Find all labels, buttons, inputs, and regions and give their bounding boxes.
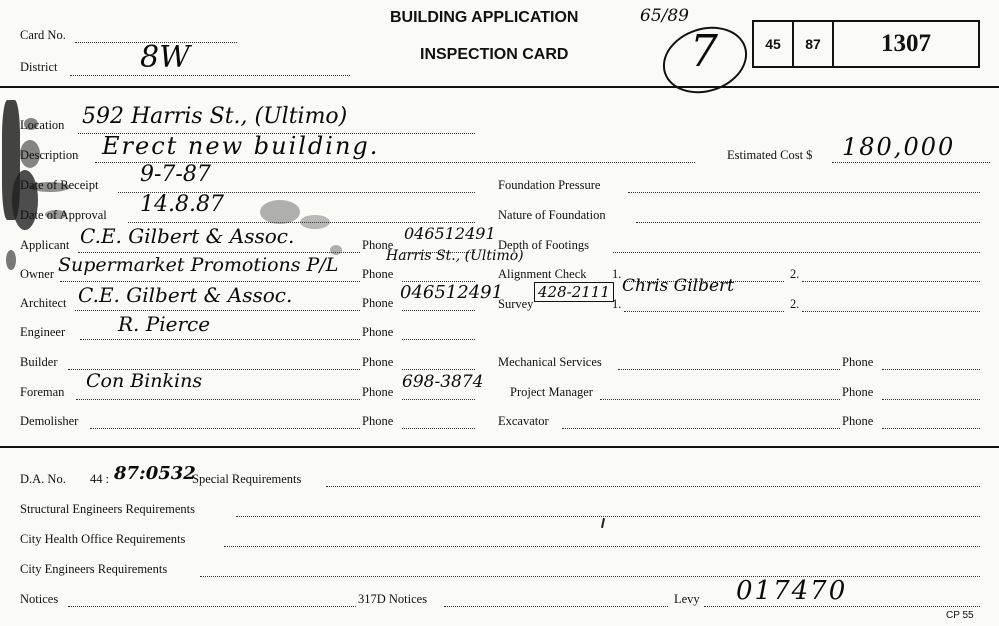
engineer-label: Engineer (20, 325, 66, 339)
applicant-value: C.E. Gilbert & Assoc. (80, 224, 295, 248)
form-title-line1: BUILDING APPLICATION (390, 9, 579, 26)
alignment-check-1-label: 1. (612, 267, 622, 281)
location-value: 592 Harris St., (Ultimo) (82, 104, 348, 129)
survey-phone-value: 428-2111 (534, 282, 614, 302)
architect-value: C.E. Gilbert & Assoc. (78, 283, 293, 307)
date-receipt-label: Date of Receipt (20, 178, 99, 192)
mechanical-services-line (618, 369, 840, 370)
description-label: Description (20, 148, 79, 162)
excavator-phone-label: Phone (842, 414, 874, 428)
alignment-check-2-label: 2. (790, 267, 800, 281)
estimated-cost-line (832, 162, 990, 163)
architect-phone-label: Phone (362, 296, 394, 310)
engineer-phone-line (402, 339, 475, 340)
architect-phone-line (402, 310, 475, 311)
project-manager-label: Project Manager (510, 385, 593, 399)
date-approval-value: 14.8.87 (140, 192, 224, 217)
card-no-label: Card No. (20, 28, 66, 42)
depth-footings-label: Depth of Footings (498, 238, 589, 252)
architect-label: Architect (20, 296, 67, 310)
card-box-1: 45 (752, 20, 794, 68)
demolisher-phone-label: Phone (362, 414, 394, 428)
foundation-pressure-line (628, 192, 980, 193)
survey-2-line (802, 311, 980, 312)
district-label: District (20, 60, 58, 74)
demolisher-label: Demolisher (20, 414, 79, 428)
estimated-cost-value: 180,000 (842, 133, 956, 161)
da-no-value: 87:0532 (114, 463, 196, 484)
survey-1-label: 1. (612, 297, 622, 311)
foreman-phone-value: 698-3874 (402, 372, 484, 392)
survey-label: Survey (498, 297, 534, 311)
circled-number: 7 (690, 26, 718, 77)
city-engineers-label: City Engineers Requirements (20, 562, 168, 576)
builder-phone-line (402, 369, 475, 370)
survey-2-label: 2. (790, 297, 800, 311)
owner-label: Owner (20, 267, 55, 281)
form-title-line2: INSPECTION CARD (420, 46, 569, 63)
district-line (70, 75, 350, 76)
depth-footings-line (613, 252, 980, 253)
date-approval-label: Date of Approval (20, 208, 107, 222)
alignment-check-2-line (802, 281, 980, 282)
owner-value: Supermarket Promotions P/L (58, 254, 339, 276)
foreman-label: Foreman (20, 385, 65, 399)
nature-foundation-label: Nature of Foundation (498, 208, 606, 222)
foundation-pressure-label: Foundation Pressure (498, 178, 601, 192)
notices-317d-line (444, 606, 668, 607)
applicant-phone-label: Phone (362, 238, 394, 252)
city-health-label: City Health Office Requirements (20, 532, 186, 546)
engineer-value: R. Pierce (118, 312, 211, 336)
project-manager-line (600, 399, 840, 400)
handwritten-reference: 65/89 (640, 6, 689, 26)
survey-1-line (624, 311, 784, 312)
city-engineers-line (200, 576, 980, 577)
excavator-phone-line (882, 428, 980, 429)
architect-line (75, 310, 360, 311)
engineer-line (80, 339, 360, 340)
owner-line (60, 281, 360, 282)
project-manager-phone-line (882, 399, 980, 400)
builder-label: Builder (20, 355, 58, 369)
foreman-value: Con Binkins (86, 370, 203, 392)
structural-engineers-line (236, 516, 980, 517)
levy-label: Levy (674, 592, 700, 606)
builder-phone-label: Phone (362, 355, 394, 369)
description-value: Erect new building. (102, 132, 380, 160)
estimated-cost-label: Estimated Cost $ (727, 148, 813, 162)
levy-line (704, 606, 980, 607)
excavator-line (562, 428, 840, 429)
special-requirements-label: Special Requirements (192, 472, 302, 486)
form-code: CP 55 (946, 610, 974, 621)
foreman-phone-line (402, 399, 475, 400)
owner-phone-value: Harris St., (Ultimo) (386, 248, 524, 264)
location-label: Location (20, 118, 65, 132)
mechanical-services-label: Mechanical Services (498, 355, 602, 369)
alignment-check-label: Alignment Check (498, 267, 587, 281)
da-no-label: D.A. No. (20, 472, 66, 486)
architect-phone-value: 046512491 (400, 282, 504, 303)
card-box-2: 87 (792, 20, 834, 68)
demolisher-line (90, 428, 360, 429)
pen-mark (601, 518, 605, 528)
middle-divider (0, 446, 999, 448)
card-number-box: 1307 (832, 20, 980, 68)
nature-foundation-line (636, 222, 980, 223)
project-manager-phone-label: Phone (842, 385, 874, 399)
levy-value: 017470 (736, 576, 848, 606)
applicant-line (78, 252, 360, 253)
special-requirements-line (326, 486, 980, 487)
survey-name-value: Chris Gilbert (622, 276, 735, 296)
structural-engineers-label: Structural Engineers Requirements (20, 502, 195, 516)
demolisher-phone-line (402, 428, 475, 429)
applicant-label: Applicant (20, 238, 70, 252)
engineer-phone-label: Phone (362, 325, 394, 339)
date-approval-line (128, 222, 475, 223)
foreman-line (76, 399, 360, 400)
district-value: 8W (140, 40, 190, 75)
mechanical-phone-label: Phone (842, 355, 874, 369)
date-receipt-value: 9-7-87 (140, 162, 211, 187)
top-divider (0, 86, 999, 88)
excavator-label: Excavator (498, 414, 549, 428)
notices-317d-label: 317D Notices (358, 592, 428, 606)
foreman-phone-label: Phone (362, 385, 394, 399)
applicant-phone-value: 046512491 (404, 224, 496, 243)
notices-label: Notices (20, 592, 59, 606)
notices-line (68, 606, 356, 607)
city-health-line (224, 546, 980, 547)
mechanical-phone-line (882, 369, 980, 370)
da-no-prefix: 44 : (90, 472, 110, 486)
owner-phone-label: Phone (362, 267, 394, 281)
